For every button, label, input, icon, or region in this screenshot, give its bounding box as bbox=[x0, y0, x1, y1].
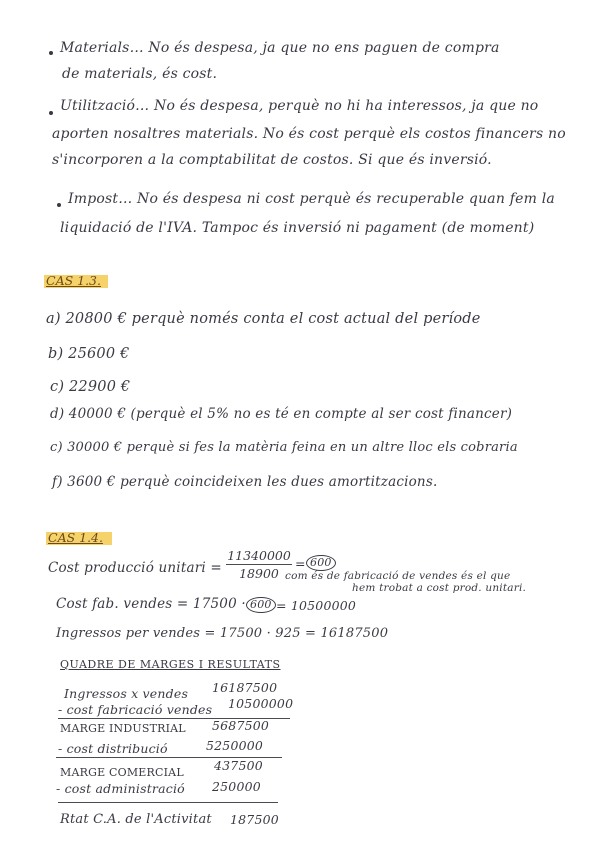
circled-result: 600 bbox=[306, 554, 336, 571]
row-value: 10500000 bbox=[228, 696, 294, 711]
note-line-1: com és de fabricació de vendes és el que bbox=[285, 570, 511, 582]
note-line-2: hem trobat a cost prod. unitari. bbox=[352, 582, 527, 594]
utilitzacio-line-1: Utilització… No és despesa, perquè no hi ha interessos, ja que no bbox=[60, 98, 539, 114]
row-value: 16187500 bbox=[212, 680, 278, 695]
row-label: MARGE INDUSTRIAL bbox=[60, 722, 186, 735]
answer-e: c) 30000 € perquè si fes la matèria feina en un altre lloc els cobraria bbox=[50, 440, 518, 455]
divider bbox=[58, 802, 278, 803]
cost-fab-label: Cost fab. vendes = 17500 · bbox=[56, 596, 246, 612]
row-label: MARGE COMERCIAL bbox=[60, 766, 184, 779]
utilitzacio-line-2: aporten nosaltres materials. No és cost perquè els costos financers no bbox=[52, 126, 566, 142]
materials-line-2: de materials, és cost. bbox=[62, 66, 218, 82]
impost-line-1: Impost… No és despesa ni cost perquè és recuperable quan fem la bbox=[68, 191, 555, 207]
materials-line-1: Materials… No és despesa, ja que no ens paguen de compra bbox=[60, 40, 500, 56]
row-label: - cost fabricació vendes bbox=[58, 702, 213, 717]
cas-1-4-header: CAS 1.4. bbox=[48, 530, 103, 545]
answer-c: c) 22900 € bbox=[50, 379, 131, 395]
row-value: 437500 bbox=[214, 758, 263, 773]
row-value: 187500 bbox=[230, 812, 279, 827]
answer-b: b) 25600 € bbox=[48, 346, 130, 362]
cost-unitari-label: Cost producció unitari = bbox=[48, 560, 222, 576]
row-value: 5687500 bbox=[212, 718, 270, 733]
impost-line-2: liquidació de l'IVA. Tampoc és inversió ni pagament (de moment) bbox=[60, 220, 535, 236]
answer-a: a) 20800 € perquè només conta el cost actual del període bbox=[46, 311, 481, 327]
bullet-dot bbox=[49, 51, 53, 55]
fraction-numerator: 11340000 bbox=[227, 548, 291, 563]
utilitzacio-line-3: s'incorporen a la comptabilitat de costos. Si que és inversió. bbox=[52, 152, 492, 168]
equals: = bbox=[295, 556, 306, 571]
ingressos-line: Ingressos per vendes = 17500 · 925 = 16187500 bbox=[56, 626, 389, 641]
row-label: - cost distribució bbox=[58, 741, 168, 756]
bullet-dot bbox=[49, 111, 53, 115]
row-value: 250000 bbox=[212, 779, 261, 794]
cost-fab-result: = 10500000 bbox=[276, 598, 357, 613]
row-label: - cost administració bbox=[56, 781, 185, 796]
answer-f: f) 3600 € perquè coincideixen les dues amortitzacions. bbox=[52, 474, 438, 490]
circled-600: 600 bbox=[246, 596, 276, 613]
row-value: 5250000 bbox=[206, 738, 264, 753]
fraction-denominator: 18900 bbox=[239, 566, 279, 581]
answer-d: d) 40000 € (perquè el 5% no es té en compte al ser cost financer) bbox=[50, 406, 513, 422]
bullet-dot bbox=[57, 203, 61, 207]
row-label: Ingressos x vendes bbox=[64, 686, 189, 701]
cas-1-3-header: CAS 1.3. bbox=[46, 273, 101, 288]
fraction-bar bbox=[226, 564, 292, 565]
row-label: Rtat C.A. de l'Activitat bbox=[60, 812, 212, 827]
quadre-title: QUADRE DE MARGES I RESULTATS bbox=[60, 658, 281, 671]
